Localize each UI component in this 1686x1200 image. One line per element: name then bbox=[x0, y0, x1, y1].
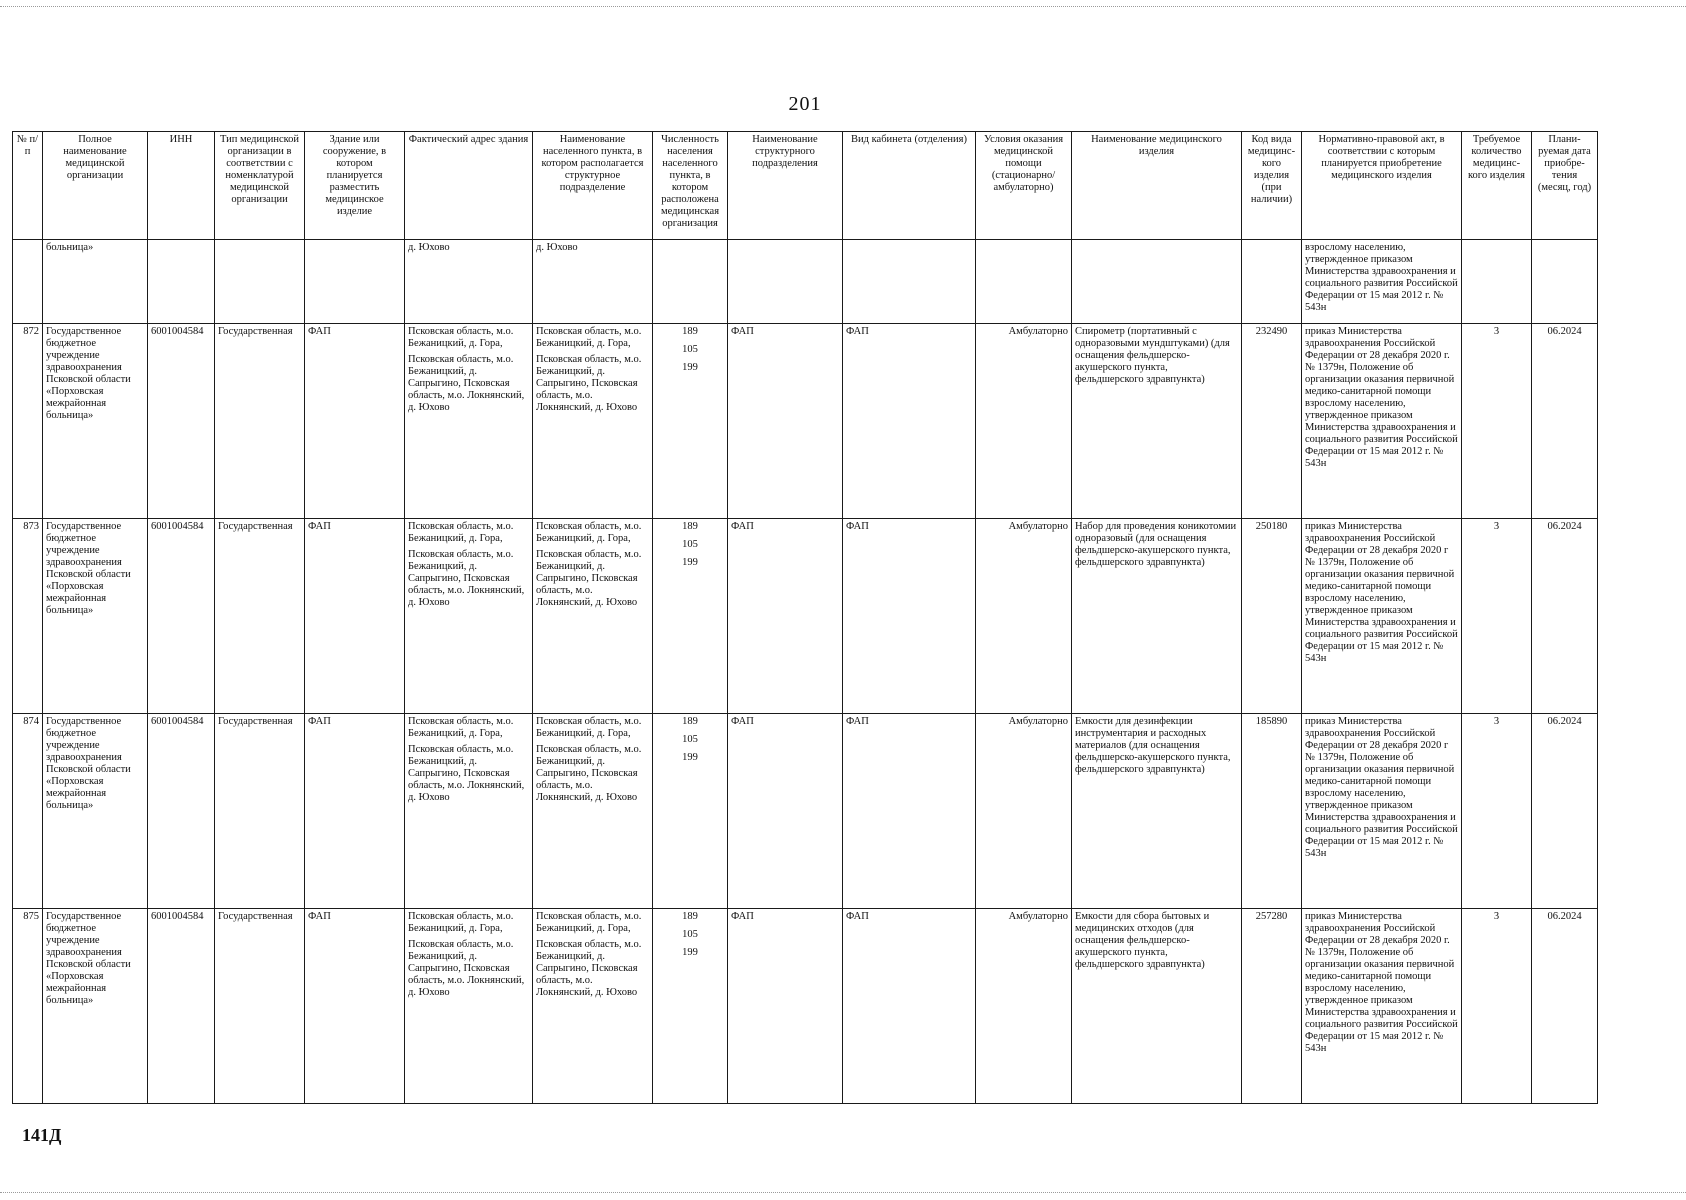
population-value: 105 bbox=[682, 344, 698, 355]
cell-num: 875 bbox=[13, 909, 43, 1104]
address-line: Псковская область, м.о. Бежаницкий, д. Сапрыгино, Псковская область, м.о. Локнянский, д. Юхово bbox=[408, 354, 525, 413]
cell-inn: 6001004584 bbox=[148, 909, 215, 1104]
cell-device: Спирометр (портативный с одноразовыми мундштуками) (для оснащения фельдшерско-акушерского пункта, фельдшерского здравпункта) bbox=[1072, 324, 1242, 519]
header-org-name: Полное наименование медицинской организации bbox=[43, 132, 148, 240]
population-value: 189 bbox=[682, 326, 698, 337]
cell-quantity: 3 bbox=[1462, 714, 1532, 909]
address-line: Псковская область, м.о. Бежаницкий, д. Сапрыгино, Псковская область, м.о. Локнянский, д. Юхово bbox=[408, 549, 525, 608]
cell-population bbox=[653, 324, 728, 519]
cell-cabinet: ФАП bbox=[843, 324, 976, 519]
cell-cabinet: ФАП bbox=[843, 909, 976, 1104]
cell-cabinet bbox=[843, 240, 976, 324]
cell-quantity: 3 bbox=[1462, 519, 1532, 714]
cell-date: 06.2024 bbox=[1532, 909, 1598, 1104]
cell-quantity: 3 bbox=[1462, 909, 1532, 1104]
document-code: 141Д bbox=[22, 1125, 62, 1145]
address-line: Псковская область, м.о. Бежаницкий, д. Гора, bbox=[408, 911, 514, 934]
header-subdivision: Наименование структурного подразделения bbox=[728, 132, 843, 240]
cell-quantity: 3 bbox=[1462, 324, 1532, 519]
cell-legal-act: приказ Министерства здравоохранения Российской Федерации от 28 декабря 2020 г № 1379н, Положение об организации оказания первичной медико-санитарной помощи взрослому населению, утвержденное приказом Министерства здравоохранения и социального развития Российской Федерации от 15 мая 2012 г. № 543н bbox=[1302, 519, 1462, 714]
header-date: Плани-руемая дата приобре-тения (месяц, год) bbox=[1532, 132, 1598, 240]
address-line: Псковская область, м.о. Бежаницкий, д. Сапрыгино, Псковская область, м.о. Локнянский, д. Юхово bbox=[408, 744, 525, 803]
cell-device: Емкости для сбора бытовых и медицинских отходов (для оснащения фельдшерско-акушерского пункта, фельдшерского здравпункта) bbox=[1072, 909, 1242, 1104]
cell-conditions: Амбулаторно bbox=[976, 519, 1072, 714]
cell-legal-act: взрослому населению, утвержденное приказом Министерства здравоохранения и социального развития Российской Федерации от 15 мая 2012 г. № 543н bbox=[1302, 240, 1462, 324]
cell-device-code: 232490 bbox=[1242, 324, 1302, 519]
cell-org-name: Государственное бюджетное учреждение здравоохранения Псковской области «Порховская межрайонная больница» bbox=[43, 909, 148, 1104]
cell-device-code bbox=[1242, 240, 1302, 324]
cell-org-type: Государственная bbox=[215, 909, 305, 1104]
cell-date: 06.2024 bbox=[1532, 714, 1598, 909]
population-value: 199 bbox=[682, 752, 698, 763]
cell-conditions: Амбулаторно bbox=[976, 909, 1072, 1104]
address-line: Псковская область, м.о. Бежаницкий, д. Сапрыгино, Псковская область, м.о. Локнянский, д. Юхово bbox=[408, 939, 525, 998]
table-row bbox=[13, 714, 1598, 909]
cell-num bbox=[13, 240, 43, 324]
page-number: 201 bbox=[788, 93, 822, 115]
cell-population bbox=[653, 519, 728, 714]
cell-conditions: Амбулаторно bbox=[976, 714, 1072, 909]
header-org-type: Тип медицинской организации в соответствии с номенклатурой медицинской организации bbox=[215, 132, 305, 240]
cell-org-type: Государственная bbox=[215, 714, 305, 909]
population-value: 105 bbox=[682, 734, 698, 745]
cell-num: 874 bbox=[13, 714, 43, 909]
header-device: Наименование медицинского изделия bbox=[1072, 132, 1242, 240]
cell-settlement bbox=[533, 909, 653, 1104]
cell-settlement: д. Юхово bbox=[533, 240, 653, 324]
table-row bbox=[13, 909, 1598, 1104]
address-line: Псковская область, м.о. Бежаницкий, д. Гора, bbox=[408, 521, 514, 544]
cell-inn: 6001004584 bbox=[148, 324, 215, 519]
cell-building: ФАП bbox=[305, 324, 405, 519]
cell-actual-address bbox=[405, 519, 533, 714]
cell-quantity bbox=[1462, 240, 1532, 324]
header-cabinet: Вид кабинета (отделения) bbox=[843, 132, 976, 240]
table-row bbox=[13, 519, 1598, 714]
table-row bbox=[13, 324, 1598, 519]
settlement-line: Псковская область, м.о. Бежаницкий, д. Сапрыгино, Псковская область, м.о. Локнянский, д. Юхово bbox=[536, 354, 642, 413]
cell-population bbox=[653, 240, 728, 324]
cell-date bbox=[1532, 240, 1598, 324]
cell-org-name: Государственное бюджетное учреждение здравоохранения Псковской области «Порховская межрайонная больница» bbox=[43, 714, 148, 909]
cell-subdivision: ФАП bbox=[728, 714, 843, 909]
header-population: Численность населения населенного пункта, в котором расположена медицинская организация bbox=[653, 132, 728, 240]
header-conditions: Условия оказания медицинской помощи (стационарно/ амбулаторно) bbox=[976, 132, 1072, 240]
cell-device-code: 250180 bbox=[1242, 519, 1302, 714]
cell-num: 872 bbox=[13, 324, 43, 519]
cell-org-name: больница» bbox=[43, 240, 148, 324]
cell-building: ФАП bbox=[305, 909, 405, 1104]
header-quantity: Требуемое количество медицинс-кого изделия bbox=[1462, 132, 1532, 240]
cell-subdivision: ФАП bbox=[728, 909, 843, 1104]
cell-settlement bbox=[533, 324, 653, 519]
cell-org-name: Государственное бюджетное учреждение здравоохранения Псковской области «Порховская межрайонная больница» bbox=[43, 324, 148, 519]
header-inn: ИНН bbox=[148, 132, 215, 240]
settlement-line: Псковская область, м.о. Бежаницкий, д. Сапрыгино, Псковская область, м.о. Локнянский, д. Юхово bbox=[536, 549, 642, 608]
population-value: 199 bbox=[682, 362, 698, 373]
cell-cabinet: ФАП bbox=[843, 519, 976, 714]
population-value: 105 bbox=[682, 539, 698, 550]
cell-device bbox=[1072, 240, 1242, 324]
cell-device-code: 185890 bbox=[1242, 714, 1302, 909]
cell-device-code: 257280 bbox=[1242, 909, 1302, 1104]
cell-device: Набор для проведения коникотомии одноразовый (для оснащения фельдшерско-акушерского пункта, фельдшерского здравпункта) bbox=[1072, 519, 1242, 714]
cell-legal-act: приказ Министерства здравоохранения Российской Федерации от 28 декабря 2020 г № 1379н, Положение об организации оказания первичной медико-санитарной помощи взрослому населению, утвержденное приказом Министерства здравоохранения и социального развития Российской Федерации от 15 мая 2012 г. № 543н bbox=[1302, 714, 1462, 909]
cell-date: 06.2024 bbox=[1532, 519, 1598, 714]
cell-actual-address bbox=[405, 324, 533, 519]
cell-subdivision: ФАП bbox=[728, 324, 843, 519]
cell-actual-address bbox=[405, 909, 533, 1104]
settlement-line: Псковская область, м.о. Бежаницкий, д. Гора, bbox=[536, 521, 642, 544]
cell-conditions bbox=[976, 240, 1072, 324]
scan-edge-top bbox=[0, 6, 1686, 7]
cell-inn bbox=[148, 240, 215, 324]
cell-legal-act: приказ Министерства здравоохранения Российской Федерации от 28 декабря 2020 г. № 1379н, Положение об организации оказания первичной медико-санитарной помощи взрослому населению, утвержденное приказом Министерства здравоохранения и социального развития Российской Федерации от 15 мая 2012 г. № 543н bbox=[1302, 909, 1462, 1104]
population-value: 199 bbox=[682, 557, 698, 568]
table-header bbox=[13, 132, 1598, 240]
cell-date: 06.2024 bbox=[1532, 324, 1598, 519]
cell-org-type bbox=[215, 240, 305, 324]
header-actual-address: Фактический адрес здания bbox=[405, 132, 533, 240]
cell-population bbox=[653, 714, 728, 909]
cell-org-type: Государственная bbox=[215, 324, 305, 519]
header-legal-act: Нормативно-правовой акт, в соответствии с которым планируется приобретение медицинского изделия bbox=[1302, 132, 1462, 240]
table-row-continuation bbox=[13, 240, 1598, 324]
settlement-line: Псковская область, м.о. Бежаницкий, д. Гора, bbox=[536, 326, 642, 349]
cell-org-name: Государственное бюджетное учреждение здравоохранения Псковской области «Порховская межрайонная больница» bbox=[43, 519, 148, 714]
cell-settlement bbox=[533, 714, 653, 909]
cell-org-type: Государственная bbox=[215, 519, 305, 714]
population-value: 189 bbox=[682, 911, 698, 922]
cell-inn: 6001004584 bbox=[148, 714, 215, 909]
header-num: № п/п bbox=[13, 132, 43, 240]
settlement-line: Псковская область, м.о. Бежаницкий, д. Сапрыгино, Псковская область, м.о. Локнянский, д. Юхово bbox=[536, 939, 642, 998]
cell-building: ФАП bbox=[305, 519, 405, 714]
header-building: Здание или сооружение, в котором планируется разместить медицинское изделие bbox=[305, 132, 405, 240]
equipment-table bbox=[12, 131, 1598, 1104]
settlement-line: Псковская область, м.о. Бежаницкий, д. Гора, bbox=[536, 911, 642, 934]
cell-building: ФАП bbox=[305, 714, 405, 909]
cell-cabinet: ФАП bbox=[843, 714, 976, 909]
cell-actual-address bbox=[405, 714, 533, 909]
cell-num: 873 bbox=[13, 519, 43, 714]
cell-device: Емкости для дезинфекции инструментария и расходных материалов (для оснащения фельдшерско-акушерского пункта, фельдшерского здравпункта) bbox=[1072, 714, 1242, 909]
population-value: 189 bbox=[682, 521, 698, 532]
cell-subdivision bbox=[728, 240, 843, 324]
cell-population bbox=[653, 909, 728, 1104]
header-device-code: Код вида медицинс-кого изделия (при наличии) bbox=[1242, 132, 1302, 240]
cell-settlement bbox=[533, 519, 653, 714]
cell-building bbox=[305, 240, 405, 324]
cell-conditions: Амбулаторно bbox=[976, 324, 1072, 519]
address-line: Псковская область, м.о. Бежаницкий, д. Гора, bbox=[408, 716, 514, 739]
scan-edge-bottom bbox=[0, 1192, 1686, 1193]
population-value: 189 bbox=[682, 716, 698, 727]
settlement-line: Псковская область, м.о. Бежаницкий, д. Гора, bbox=[536, 716, 642, 739]
cell-inn: 6001004584 bbox=[148, 519, 215, 714]
cell-subdivision: ФАП bbox=[728, 519, 843, 714]
settlement-line: Псковская область, м.о. Бежаницкий, д. Сапрыгино, Псковская область, м.о. Локнянский, д. Юхово bbox=[536, 744, 642, 803]
header-settlement: Наименование населенного пункта, в котором располагается структурное подразделение bbox=[533, 132, 653, 240]
address-line: Псковская область, м.о. Бежаницкий, д. Гора, bbox=[408, 326, 514, 349]
population-value: 199 bbox=[682, 947, 698, 958]
cell-actual-address: д. Юхово bbox=[405, 240, 533, 324]
cell-legal-act: приказ Министерства здравоохранения Российской Федерации от 28 декабря 2020 г. № 1379н, Положение об организации оказания первичной медико-санитарной помощи взрослому населению, утвержденное приказом Министерства здравоохранения и социального развития Российской Федерации от 15 мая 2012 г. № 543н bbox=[1302, 324, 1462, 519]
population-value: 105 bbox=[682, 929, 698, 940]
